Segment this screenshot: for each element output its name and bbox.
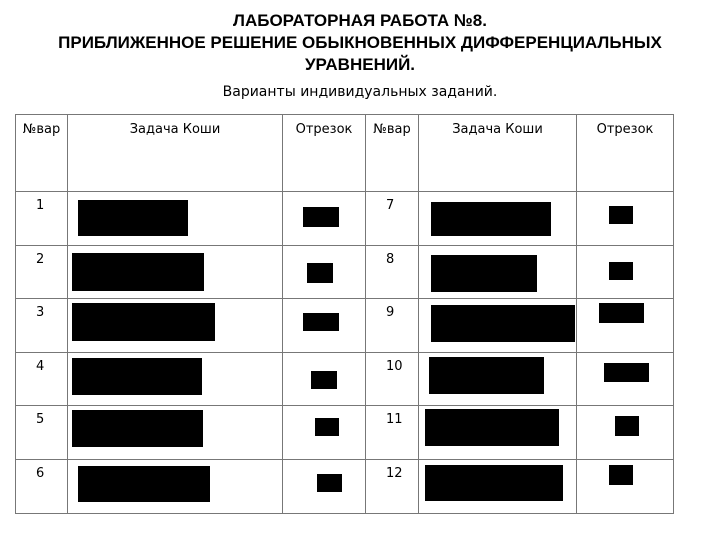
cauchy-problem-cell (419, 352, 577, 406)
cauchy-problem-cell (68, 406, 283, 460)
interval-cell (577, 299, 674, 353)
cauchy-problem-cell (68, 192, 283, 246)
redacted-formula (431, 305, 575, 342)
header-cauchy-left: Задача Коши (68, 115, 283, 192)
cauchy-problem-cell (419, 406, 577, 460)
title-line-2: ПРИБЛИЖЕННОЕ РЕШЕНИЕ ОБЫКНОВЕННЫХ ДИФФЕРЕНЦИАЛЬНЫХ (58, 33, 662, 52)
table-row (16, 299, 674, 353)
redacted-interval (303, 207, 339, 227)
interval-cell (577, 406, 674, 460)
redacted-formula (72, 303, 215, 341)
redacted-interval (599, 303, 644, 323)
header-variant-right: №вар (366, 115, 419, 192)
interval-cell (577, 192, 674, 246)
table-row (16, 245, 674, 299)
redacted-formula (431, 255, 537, 292)
interval-cell (283, 299, 366, 353)
interval-cell (577, 459, 674, 513)
redacted-interval (609, 262, 633, 280)
variant-number: 10 (366, 352, 419, 406)
interval-cell (577, 245, 674, 299)
header-cauchy-right: Задача Коши (419, 115, 577, 192)
table-row (16, 352, 674, 406)
table-row (16, 459, 674, 513)
redacted-formula (425, 465, 563, 501)
interval-cell (577, 352, 674, 406)
cauchy-problem-cell (419, 192, 577, 246)
variant-number: 5 (16, 406, 68, 460)
variant-number: 7 (366, 192, 419, 246)
interval-cell (283, 192, 366, 246)
table-row (16, 192, 674, 246)
redacted-formula (431, 202, 551, 236)
redacted-interval (615, 416, 639, 436)
title-line-1: ЛАБОРАТОРНАЯ РАБОТА №8. (233, 11, 487, 30)
cauchy-problem-cell (68, 245, 283, 299)
cauchy-problem-cell (68, 459, 283, 513)
variant-number: 8 (366, 245, 419, 299)
header-variant-left: №вар (16, 115, 68, 192)
cauchy-problem-cell (419, 459, 577, 513)
variant-number: 4 (16, 352, 68, 406)
title-line-3: УРАВНЕНИЙ. (304, 55, 416, 74)
variant-number: 2 (16, 245, 68, 299)
variant-number: 12 (366, 459, 419, 513)
redacted-formula (72, 253, 204, 291)
table-header-row (16, 115, 674, 192)
header-interval-right: Отрезок (577, 115, 674, 192)
redacted-interval (311, 371, 337, 389)
redacted-interval (307, 263, 333, 283)
subtitle: Варианты индивидуальных заданий. (222, 84, 498, 100)
interval-cell (283, 245, 366, 299)
redacted-interval (609, 206, 633, 224)
variant-number: 9 (366, 299, 419, 353)
redacted-interval (317, 474, 342, 492)
cauchy-problem-cell (419, 245, 577, 299)
redacted-formula (78, 466, 210, 502)
variants-table (15, 114, 674, 514)
redacted-formula (429, 357, 544, 394)
cauchy-problem-cell (68, 352, 283, 406)
interval-cell (283, 459, 366, 513)
variant-number: 1 (16, 192, 68, 246)
redacted-interval (303, 313, 339, 331)
cauchy-problem-cell (68, 299, 283, 353)
redacted-formula (425, 409, 559, 446)
table-row (16, 406, 674, 460)
cauchy-problem-cell (419, 299, 577, 353)
interval-cell (283, 352, 366, 406)
redacted-interval (604, 363, 649, 382)
redacted-formula (72, 358, 202, 395)
redacted-interval (315, 418, 339, 436)
variant-number: 3 (16, 299, 68, 353)
variant-number: 6 (16, 459, 68, 513)
redacted-formula (72, 410, 203, 447)
variant-number: 11 (366, 406, 419, 460)
redacted-interval (609, 465, 633, 485)
interval-cell (283, 406, 366, 460)
redacted-formula (78, 200, 188, 236)
header-interval-left: Отрезок (283, 115, 366, 192)
